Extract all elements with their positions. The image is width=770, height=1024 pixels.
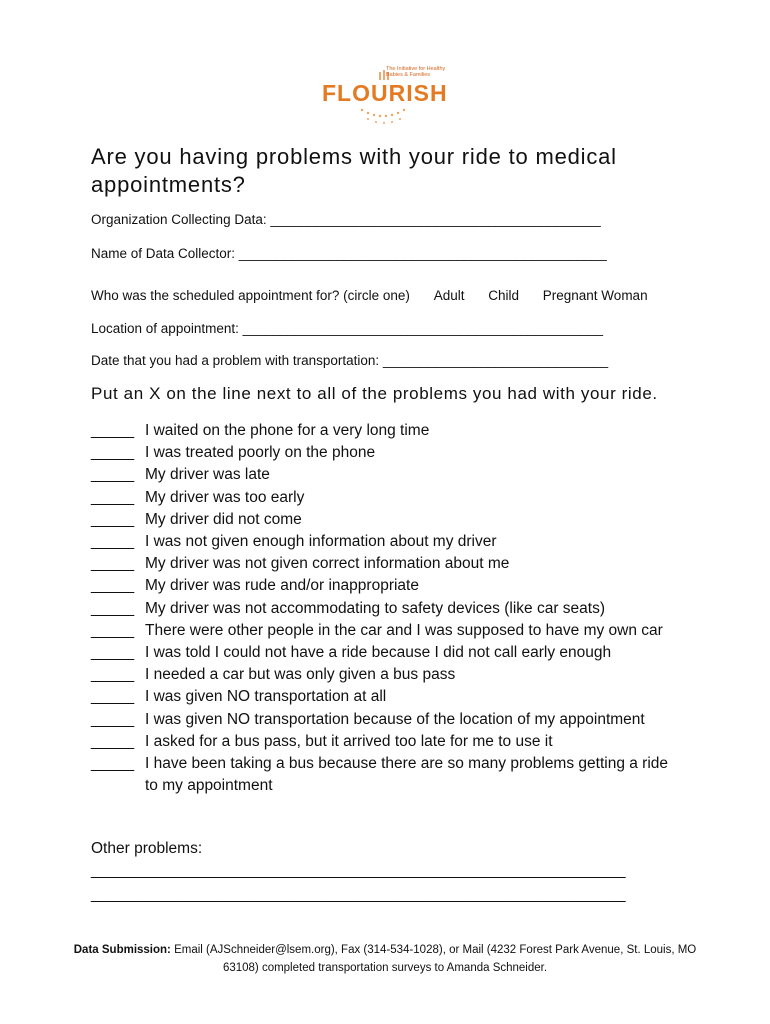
flourish-logo (318, 62, 454, 132)
footer-submission (60, 941, 710, 977)
other-problems-line-1[interactable]: ______________________________________________________________ (91, 862, 626, 879)
problem-item (91, 464, 681, 486)
problem-item (91, 664, 681, 686)
problem-text: My driver was late (145, 466, 270, 484)
problem-text: I was treated poorly on the phone (145, 444, 376, 462)
problem-text: My driver did not come (145, 510, 302, 528)
checkbox-line[interactable]: _____ (91, 488, 135, 506)
problem-item (91, 642, 681, 664)
date-field[interactable]: Date that you had a problem with transportation: ______________________________ (91, 353, 609, 368)
problem-text: My driver was not given correct information about me (145, 555, 510, 573)
page-title: Are you having problems with your ride to medical appointments? (91, 144, 617, 197)
location-field[interactable]: Location of appointment: ________________________________________________ (91, 321, 603, 336)
problem-item (91, 753, 681, 797)
problem-item (91, 731, 681, 753)
problem-item (91, 420, 681, 442)
problem-item (91, 686, 681, 708)
problem-text: I asked for a bus pass, but it arrived too late for me to use it (145, 732, 553, 750)
option-pregnant-woman[interactable]: Pregnant Woman (542, 288, 648, 303)
problem-item (91, 575, 681, 597)
checkbox-line[interactable]: _____ (91, 533, 135, 551)
problem-text: I was not given enough information about my driver (145, 533, 497, 551)
problem-text: I was given NO transportation at all (145, 688, 387, 706)
checkbox-line[interactable]: _____ (91, 466, 135, 484)
collector-field[interactable]: Name of Data Collector: _________________________________________________ (91, 246, 607, 261)
checkbox-line[interactable]: _____ (91, 710, 135, 728)
checkbox-line[interactable]: _____ (91, 732, 135, 750)
footer-label: Data Submission: (73, 944, 171, 956)
checkbox-line[interactable]: _____ (91, 644, 135, 662)
problem-item (91, 487, 681, 509)
problem-text: I waited on the phone for a very long time (145, 422, 430, 439)
problem-text: My driver was too early (145, 488, 305, 506)
problem-item (91, 620, 681, 642)
checkbox-line[interactable]: _____ (91, 577, 135, 595)
problem-text: I was told I could not have a ride because I did not call early enough (145, 644, 612, 662)
problem-item (91, 509, 681, 531)
checkbox-line[interactable]: _____ (91, 510, 135, 528)
checkbox-line[interactable]: _____ (91, 666, 135, 684)
checkbox-line[interactable]: _____ (91, 621, 135, 639)
instructions: Put an X on the line next to all of the problems you had with your ride. (91, 384, 658, 403)
problem-text: I was given NO transportation because of the location of my appointment (145, 710, 645, 728)
problem-text: I have been taking a bus because there are so many problems getting a ride to my appointment (145, 755, 669, 795)
problem-text: My driver was rude and/or inappropriate (145, 577, 419, 595)
checkbox-line[interactable]: _____ (91, 422, 135, 439)
problem-text: My driver was not accommodating to safety devices (like car seats) (145, 599, 606, 617)
organization-field[interactable]: Organization Collecting Data: ____________________________________________ (91, 212, 601, 227)
appointment-for-label: Who was the scheduled appointment for? (circle one) (91, 288, 410, 303)
problem-text: There were other people in the car and I was supposed to have my own car (145, 621, 663, 639)
problem-item (91, 598, 681, 620)
checkbox-line[interactable]: _____ (91, 688, 135, 706)
problem-item (91, 709, 681, 731)
other-problems-label: Other problems: (91, 840, 203, 857)
checkbox-line[interactable]: _____ (91, 555, 135, 573)
problem-item (91, 553, 681, 575)
problem-list (91, 420, 681, 797)
checkbox-line[interactable]: _____ (91, 599, 135, 617)
problem-text: I needed a car but was only given a bus pass (145, 666, 456, 684)
option-child[interactable]: Child (488, 288, 519, 303)
appointment-for-field (91, 288, 648, 303)
footer-text: Email (AJSchneider@lsem.org), Fax (314-534-1028), or Mail (4232 Forest Park Avenue, St. Louis, MO 63108) completed transportation surveys to Amanda Schneider. (170, 944, 697, 974)
logo-brand: FLOURISH (322, 80, 448, 106)
logo-tagline: The Initiative for Healthy Babies & Families (386, 66, 446, 78)
option-adult[interactable]: Adult (433, 288, 465, 303)
problem-item (91, 531, 681, 553)
checkbox-line[interactable]: _____ (91, 755, 135, 773)
checkbox-line[interactable]: _____ (91, 444, 135, 462)
problem-item (91, 442, 681, 464)
other-problems-line-2[interactable]: ______________________________________________________________ (91, 886, 626, 903)
